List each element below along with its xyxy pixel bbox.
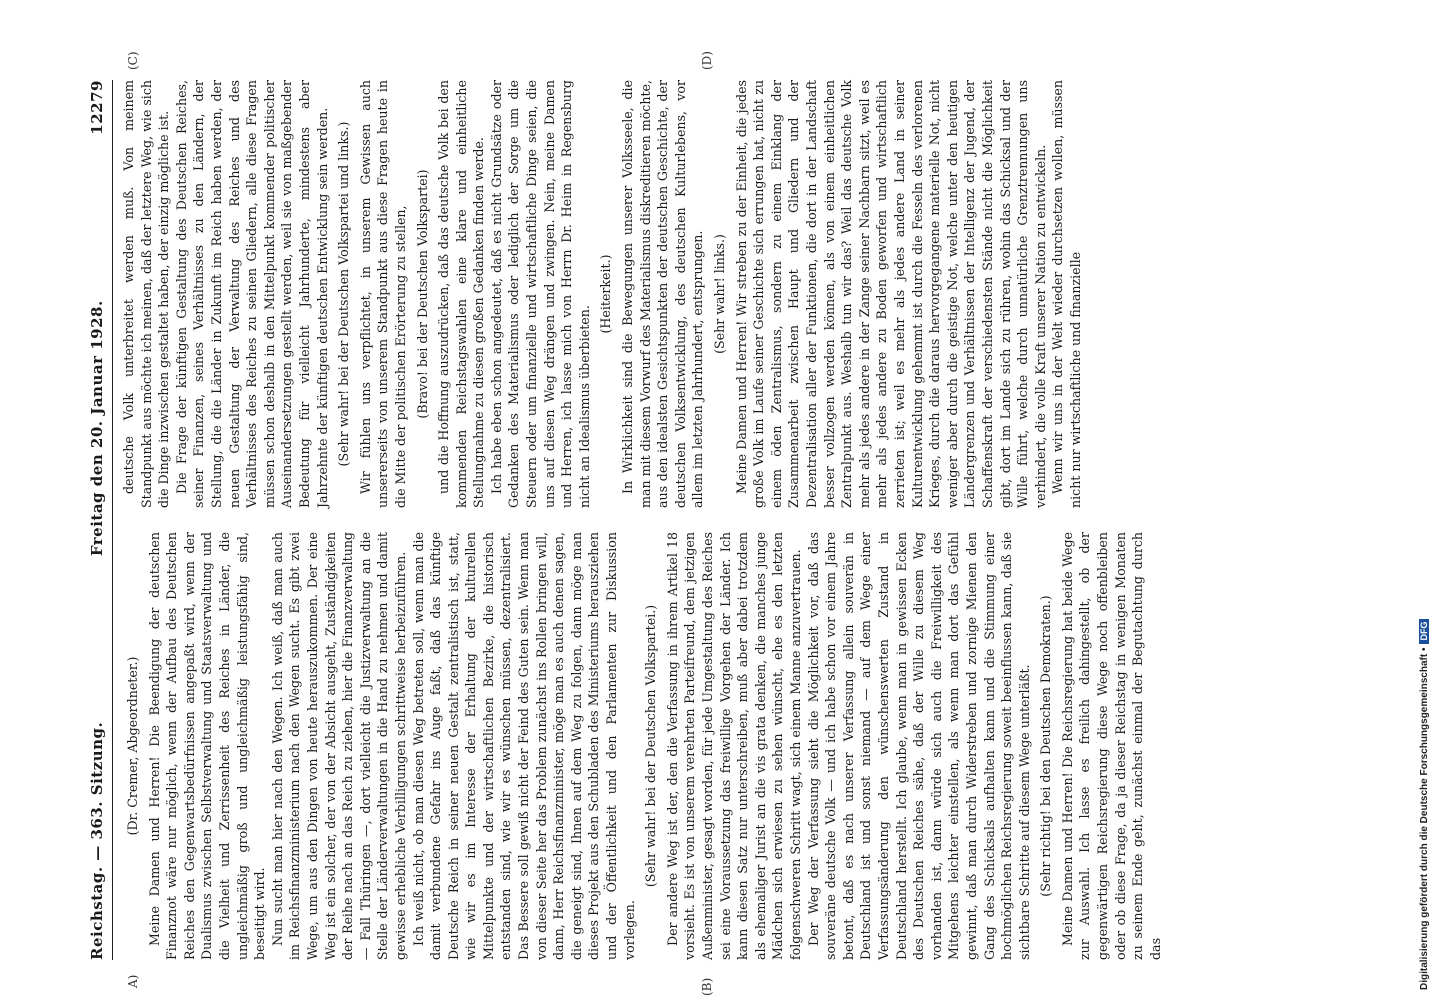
- margin-marker-c: (C): [126, 51, 140, 70]
- paragraph: Wenn wir uns in der Welt wieder durchsetzen wollen, müssen nicht nur wirtschaftliche und finanzielle: [1050, 80, 1083, 508]
- margin-marker-d: (D): [700, 51, 714, 70]
- page-header: [84, 80, 110, 960]
- left-column: [120, 532, 1163, 960]
- header-rule: [112, 80, 113, 960]
- side-caption: [1414, 10, 1434, 990]
- paragraph: Wir fühlen uns verpflichtet, in unserem Gewissen auch unsererseits von unserem Standpunkt aus diese Fragen heute in die Mitte der politischen Erörterung zu stellen,: [357, 80, 408, 508]
- margin-marker-a: A): [126, 974, 140, 988]
- paragraph: Nun sucht man hier nach den Wegen. Ich weiß, daß man auch im Reichsfinanzministerium nach den Wegen sucht. Es gibt zwei Wege, um aus den Dingen von heute herauszukommen. Der eine Weg ist ein solcher, der von der Absicht ausgeht, Zuständigkeiten der Reihe nach an das Reich zu ziehen, hier die Finanzverwaltung — Fall Thüringen —, dort vielleicht die Justizverwaltung an die Stelle der Länderverwaltungen in die Hand zu nehmen und damit gewisse erhebliche Verbilligungen schrittweise herbeizuführen.: [269, 532, 408, 960]
- dfg-logo: DFG: [1419, 619, 1429, 644]
- paragraph: Meine Damen und Herren! Die Reichsregierung hat beide Wege zur Auswahl. Ich lasse es freilich dahingestellt, ob der gegenwärtigen Reichsregierung diese Wege noch offenbleiben oder ob diese Frage, da ja dieser Reichstag in wenigen Monaten zu seinem Ende geht, zunächst einmal der Begutachtung durch das: [1059, 532, 1163, 960]
- page-number: 12279: [88, 80, 106, 135]
- paragraph: Meine Damen und Herren! Wir streben zu der Einheit, die jedes große Volk im Laufe seiner Geschichte sich errungen hat, nicht zu einem öden Zentralismus, sondern zu einem Einklang der Zusammenarbeit zwischen Haupt und Gliedern und der Dezentralisation aller der Funktionen, die dort in der Landschaft besser vollzogen werden können, als von einem einheitlichen Zentralpunkt aus. Weshalb tun wir das? Weil das deutsche Volk mehr als jedes andere in der Zange seiner Nachbarn sitzt, weil es mehr als jedes andere zu Boden geworfen und wirtschaftlich zerrieten ist; weil es mehr als jedes andere Land in seiner Kulturentwicklung gehemmt ist durch die Fesseln des verlorenen Krieges, durch die daraus hervorgegangene materielle Not, nicht weniger aber durch die geistige Not, welche unter den heutigen Ländergrenzen und Verhältnissen der Intelligenz der Jugend, der Schaffenskraft der verschiedensten Stände nicht die Möglichkeit gibt, dort im Lande sich zu rühren, wohin das Schicksal und der Wille führt, welche durch unnatürliche Grenztrennungen uns verhindert, die volle Kraft unserer Nation zu entwickeln.: [733, 80, 1048, 508]
- paragraph: deutsche Volk unterbreitet werden muß. Von meinem Standpunkt aus möchte ich meinen, daß der letztere Weg, wie sich die Dinge inzwischen gestaltet haben, der einzig mögliche ist.: [121, 80, 172, 508]
- interjection: (Dr. Cremer, Abgeordneter.): [125, 656, 140, 836]
- interjection: (Heiterkeit.): [598, 254, 614, 334]
- paragraph: Die Frage der künftigen Gestaltung des Deutschen Reiches, seiner Finanzen, seines Verhältnisses zu den Ländern, der Stellung, die die Länder in Zukunft im Reich haben werden, der neuen Gestaltung der Verwaltung des Reiches und des Verhältnisses des Reiches zu seinen Gliedern, alle diese Fragen müssen schon deshalb in den Mittelpunkt kommender politischer Auseinandersetzungen gestellt werden, weil sie von maßgebender Bedeutung für vielleicht Jahrhunderte, mindestens aber Jahrzehnte der künftigen deutschen Entwicklung sein werden.: [173, 80, 330, 508]
- interjection: (Sehr wahr! bei der Deutschen Volkspartei.): [643, 604, 659, 888]
- paragraph: Meine Damen und Herren! Die Beendigung der deutschen Finanznot wäre nur möglich, wenn der Aufbau des Deutschen Reiches den Gegenwartsbedürfnissen angepaßt wird, wenn der Dualismus zwischen Selbstverwaltung und Staatsverwaltung und die Vielheit und Zerrissenheit des Reiches in Länder, die ungleichmäßig groß und ungleichmäßig leistungsfähig sind, beseitigt wird.: [146, 532, 268, 960]
- margin-marker-b: (B): [700, 977, 714, 996]
- paragraph: In Wirklichkeit sind die Bewegungen unserer Volksseele, die man mit diesem Vorwurf des Materialismus diskreditieren möchte, aus den idealsten Gesichtspunkten der deutschen Geschichte, der deutschen Volksentwicklung, des deutschen Kulturlebens, vor allem im letzten Jahrhundert, entsprungen.: [620, 80, 706, 508]
- paragraph: Ich habe eben schon angedeutet, daß es nicht Grundsätze oder Gedanken des Materialismus oder lediglich der Sorge um die Steuern oder um finanzielle und wirtschaftliche Dinge seien, die uns auf diesen Weg drängen und zwingen. Nein, meine Damen und Herren, ich lasse mich von Herrn Dr. Heim in Regensburg nicht an Idealismus überbieten.: [488, 80, 592, 508]
- right-column: [120, 80, 1083, 508]
- interjection: (Sehr wahr! bei der Deutschen Volkspartei und links.): [336, 121, 352, 467]
- interjection: (Sehr richtig! bei den Deutschen Demokraten.): [1038, 595, 1054, 897]
- paragraph: Der andere Weg ist der, den die Verfassung in ihrem Artikel 18 vorsieht. Es ist von unserem verehrten Parteifreund, dem jetzigen Außenminister, gesagt worden, für jede Umgestaltung des Reiches sei eine Voraussetzung das freiwillige Vorgehen der Länder. Ich kann diesen Satz nur unterschreiben, muß aber dabei trotzdem als ehemaliger Jurist an die vis grata denken, die manches junge Mädchen sich erwiesen zu sehen wünscht, ehe es den letzten folgenschweren Schritt wagt, sich einem Manne anzuvertrauen.: [664, 532, 803, 960]
- header-session: Reichstag. — 363. Sitzung.: [88, 721, 106, 960]
- side-caption-text: Digitalisierung gefördert durch die Deutsche Forschungsgemeinschaft •: [1418, 647, 1430, 990]
- paragraph: Der Weg der Verfassung sieht die Möglichkeit vor, daß das souveräne deutsche Volk — und ich habe schon vor einem Jahre betont, daß es nach unserer Verfassung allein souverän in Deutschland ist und sonst niemand — auf dem Wege einer Verfassungsänderung den wünschenswerten Zustand in Deutschland herstellt. Ich glaube, wenn man in gewissen Ecken des Deutschen Reiches sähe, daß der Wille zu diesem Weg vorhanden ist, dann würde sich auch die Freiwilligkeit des Mitgehens leichter einstellen, als wenn man dort das Gefühl gewinnt, daß man durch Widerstreben und zornige Mienen den Gang des Schicksals aufhalten kann und die Stimmung einer hochmöglichen Reichsregierung soweit beeinflussen kann, daß sie sichtbare Schritte auf diesem Wege unterläßt.: [805, 532, 1032, 960]
- paragraph: und die Hoffnung auszudrücken, daß das deutsche Volk bei den kommenden Reichstagswahlen eine klare und einheitliche Stellungnahme zu diesen großen Gedanken finden werde.: [436, 80, 487, 508]
- interjection: (Bravo! bei der Deutschen Volkspartei): [414, 169, 430, 419]
- header-date: Freitag den 20. Januar 1928.: [88, 300, 106, 557]
- interjection: (Sehr wahr! links.): [712, 234, 727, 354]
- paragraph: Ich weiß nicht, ob man diesen Weg betreten soll, wenn man die damit verbundene Gefahr ins Auge faßt, daß das künftige Deutsche Reich in seiner neuen Gestalt zentralistisch ist, statt, wie wir es im Interesse der Erhaltung der kulturellen Mittelpunkte und der wirtschaftlichen Bezirke, die historisch entstanden sind, wie wir es wünschen müssen, dezentralisiert. Das Bessere soll gewiß nicht der Feind des Guten sein. Wenn man von dieser Seite her das Problem zunächst ins Rollen bringen will, dann, Herr Reichsfinanzminister, möge man es auch denen sagen, die geneigt sind, Ihnen auf dem Weg zu folgen, dann möge man dieses Projekt aus den Schubladen des Ministeriums herausziehen und der Öffentlichkeit und den Parlamenten zur Diskussion vorlegen.: [410, 532, 637, 960]
